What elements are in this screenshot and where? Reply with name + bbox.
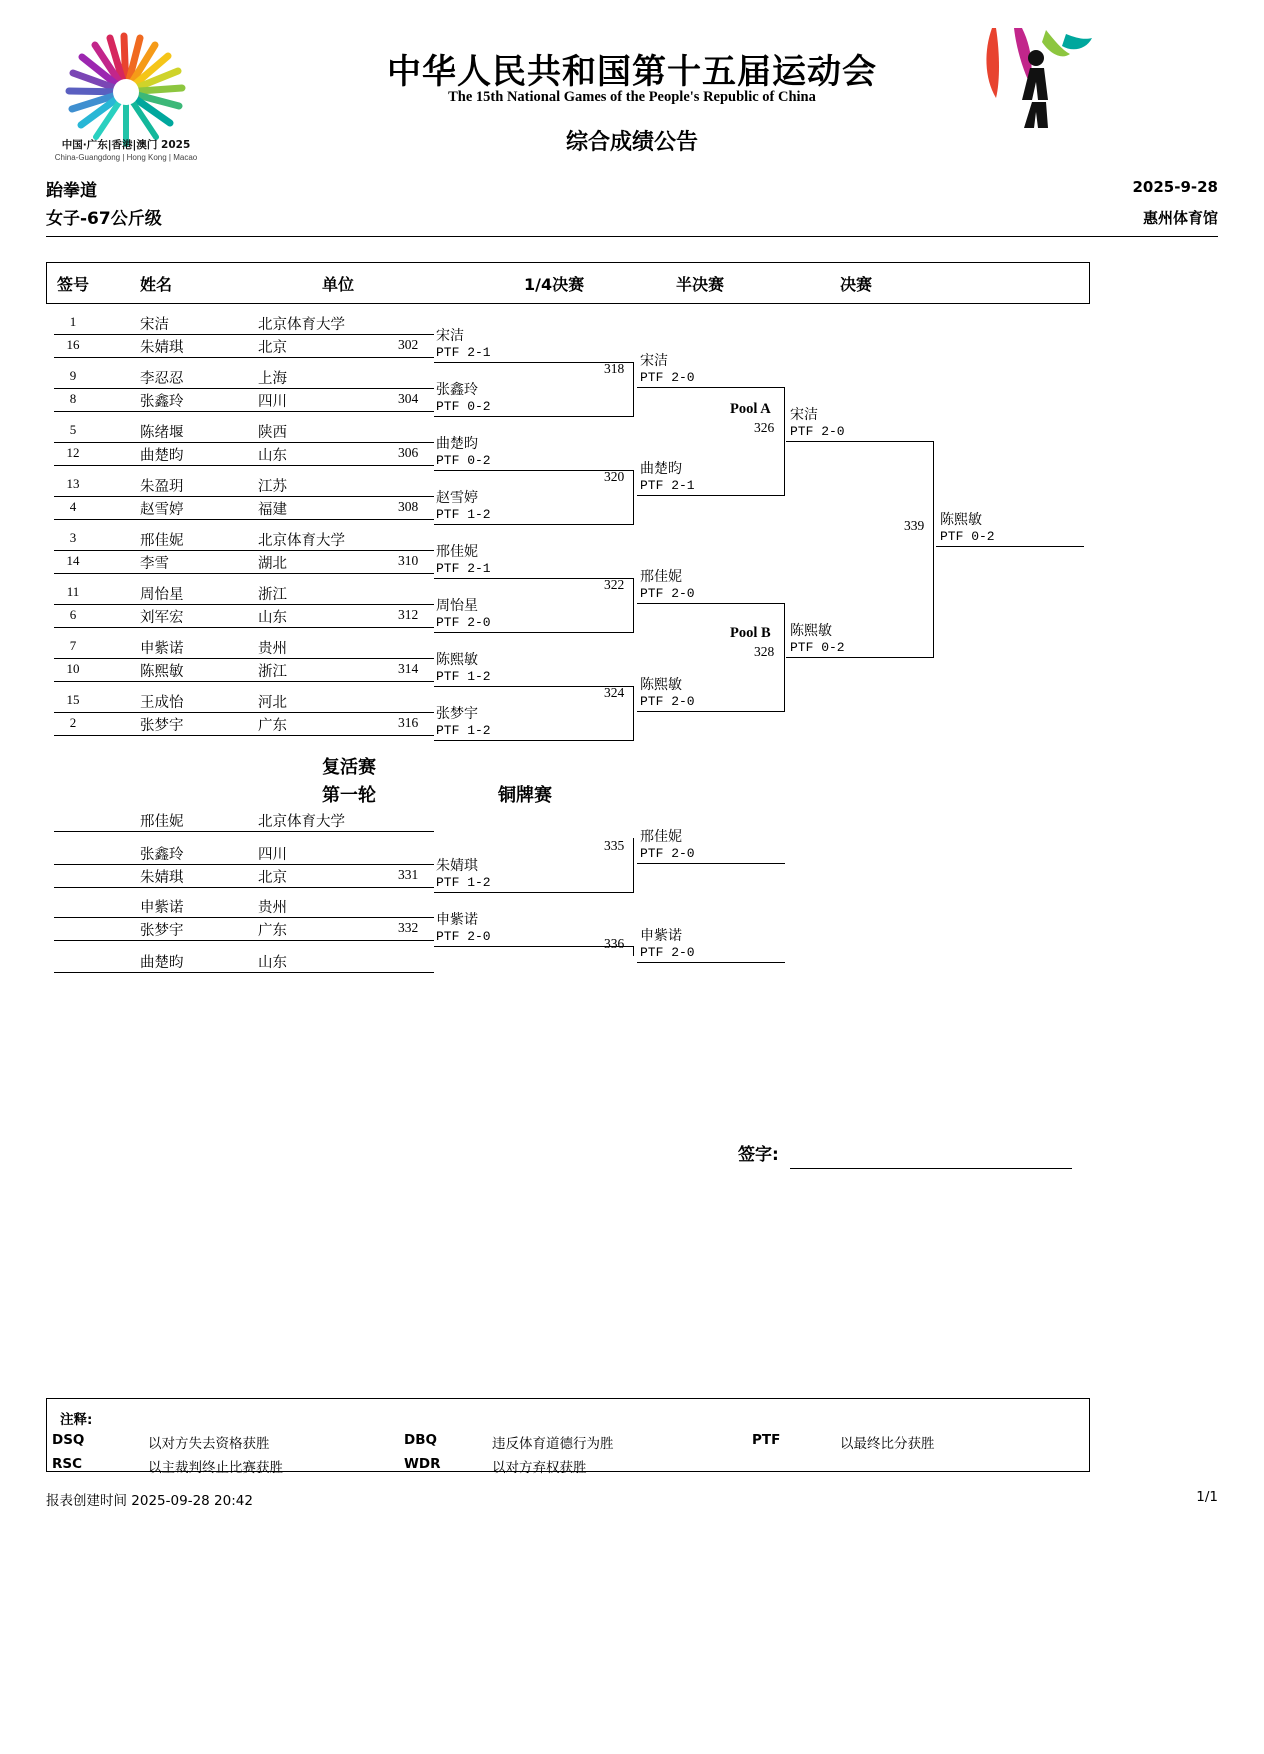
bracket-connector bbox=[633, 578, 634, 633]
match-number: 320 bbox=[604, 469, 625, 484]
athlete-name: 张梦宇 bbox=[140, 923, 184, 939]
final-score: PTF 0-2 bbox=[940, 529, 995, 544]
match-winner: 陈熙敏 bbox=[436, 652, 478, 668]
match-winner: 周怡星 bbox=[436, 598, 478, 614]
svg-text:China-Guangdong | Hong Kong |: China-Guangdong | Hong Kong | Macao bbox=[54, 153, 198, 162]
match-number: 326 bbox=[754, 420, 775, 435]
note-code: PTF bbox=[752, 1432, 781, 1448]
match-number: 310 bbox=[398, 553, 419, 568]
athlete-name: 张鑫玲 bbox=[140, 394, 184, 410]
match-winner: 邢佳妮 bbox=[640, 829, 682, 845]
match-score: PTF 2-0 bbox=[640, 586, 695, 601]
match-number: 324 bbox=[604, 685, 625, 700]
seed-number: 8 bbox=[69, 391, 77, 406]
athlete-name: 王成怡 bbox=[140, 695, 184, 711]
athlete-name: 朱婧琪 bbox=[140, 870, 184, 886]
pool-label-a: Pool A bbox=[730, 401, 771, 417]
match-winner: 张鑫玲 bbox=[436, 382, 478, 398]
event-label: 女子-67公斤级 bbox=[46, 209, 162, 229]
athlete-unit: 江苏 bbox=[258, 479, 287, 495]
bronze-match-label: 铜牌赛 bbox=[498, 785, 552, 806]
athlete-name: 张梦宇 bbox=[140, 718, 184, 734]
bracket-line bbox=[637, 603, 785, 604]
bracket-connector bbox=[633, 362, 634, 417]
bracket-line bbox=[637, 495, 785, 496]
row-underline bbox=[54, 442, 434, 443]
athlete-unit: 浙江 bbox=[258, 587, 287, 603]
bracket-line bbox=[637, 962, 785, 963]
bracket-connector bbox=[933, 441, 934, 658]
athlete-unit: 河北 bbox=[258, 695, 287, 711]
athlete-unit: 北京体育大学 bbox=[258, 317, 345, 333]
bracket-line bbox=[637, 387, 785, 388]
row-underline bbox=[54, 519, 434, 520]
athlete-unit: 四川 bbox=[258, 394, 287, 410]
row-underline bbox=[54, 627, 434, 628]
final-winner: 陈熙敏 bbox=[940, 512, 982, 528]
match-score: PTF 1-2 bbox=[436, 507, 491, 522]
seed-number: 1 bbox=[69, 314, 77, 329]
signature-line bbox=[790, 1168, 1072, 1169]
row-underline bbox=[54, 658, 434, 659]
match-winner: 曲楚昀 bbox=[640, 461, 682, 477]
match-score: PTF 1-2 bbox=[436, 875, 491, 890]
bracket-connector bbox=[633, 470, 634, 525]
seed-number: 11 bbox=[66, 584, 80, 599]
bracket-line bbox=[434, 416, 634, 417]
athlete-unit: 福建 bbox=[258, 502, 287, 518]
row-underline bbox=[54, 681, 434, 682]
note-code: DBQ bbox=[404, 1432, 437, 1448]
athlete-unit: 广东 bbox=[258, 718, 287, 734]
signature-label: 签字: bbox=[738, 1145, 779, 1165]
seed-number: 5 bbox=[69, 422, 77, 437]
match-number: 318 bbox=[604, 361, 625, 376]
notes-title: 注释: bbox=[60, 1412, 93, 1428]
match-number: 312 bbox=[398, 607, 419, 622]
match-number: 332 bbox=[398, 920, 419, 935]
match-winner: 宋洁 bbox=[640, 353, 668, 369]
bracket-line bbox=[936, 546, 1084, 547]
match-score: PTF 2-0 bbox=[640, 694, 695, 709]
match-score: PTF 0-2 bbox=[436, 399, 491, 414]
row-underline bbox=[54, 972, 434, 973]
repechage-round1-label: 第一轮 bbox=[322, 785, 376, 806]
header-divider bbox=[46, 236, 1218, 237]
note-text: 以最终比分获胜 bbox=[840, 1436, 935, 1452]
row-underline bbox=[54, 573, 434, 574]
match-winner: 邢佳妮 bbox=[436, 544, 478, 560]
match-number: 302 bbox=[398, 337, 419, 352]
page-number: 1/1 bbox=[1196, 1489, 1218, 1505]
note-code: DSQ bbox=[52, 1432, 85, 1448]
seed-number: 4 bbox=[69, 499, 77, 514]
row-underline bbox=[54, 940, 434, 941]
row-underline bbox=[54, 550, 434, 551]
athlete-name: 曲楚昀 bbox=[140, 955, 184, 971]
match-number: 304 bbox=[398, 391, 419, 406]
athlete-name: 朱婧琪 bbox=[140, 340, 184, 356]
row-underline bbox=[54, 334, 434, 335]
match-number: 339 bbox=[904, 518, 925, 533]
date-label: 2025-9-28 bbox=[1132, 178, 1218, 196]
athlete-unit: 北京体育大学 bbox=[258, 533, 345, 549]
column-header-semi: 半决赛 bbox=[676, 275, 725, 294]
seed-number: 6 bbox=[69, 607, 77, 622]
note-text: 以主裁判终止比赛获胜 bbox=[148, 1460, 283, 1476]
match-score: PTF 1-2 bbox=[436, 723, 491, 738]
athlete-unit: 广东 bbox=[258, 923, 287, 939]
bracket-line bbox=[434, 632, 634, 633]
note-text: 以对方失去资格获胜 bbox=[148, 1436, 270, 1452]
seed-number: 2 bbox=[69, 715, 77, 730]
athlete-unit: 贵州 bbox=[258, 900, 287, 916]
athlete-name: 陈绪堰 bbox=[140, 425, 184, 441]
row-underline bbox=[54, 712, 434, 713]
match-winner: 陈熙敏 bbox=[790, 623, 832, 639]
athlete-unit: 浙江 bbox=[258, 664, 287, 680]
bracket-connector bbox=[633, 686, 634, 741]
athlete-unit: 上海 bbox=[258, 371, 287, 387]
seed-number: 10 bbox=[66, 661, 80, 676]
match-score: PTF 2-0 bbox=[436, 929, 491, 944]
athlete-name: 申紫诺 bbox=[140, 900, 184, 916]
bracket-connector bbox=[784, 387, 785, 496]
match-winner: 曲楚昀 bbox=[436, 436, 478, 452]
row-underline bbox=[54, 465, 434, 466]
match-number: 328 bbox=[754, 644, 775, 659]
match-score: PTF 2-0 bbox=[790, 424, 845, 439]
row-underline bbox=[54, 388, 434, 389]
match-winner: 陈熙敏 bbox=[640, 677, 682, 693]
match-winner: 张梦宇 bbox=[436, 706, 478, 722]
athlete-name: 朱盈玥 bbox=[140, 479, 184, 495]
athlete-unit: 湖北 bbox=[258, 556, 287, 572]
seed-number: 9 bbox=[69, 368, 77, 383]
note-text: 以对方弃权获胜 bbox=[492, 1460, 587, 1476]
bracket-connector bbox=[784, 603, 785, 712]
row-underline bbox=[54, 917, 434, 918]
match-number: 306 bbox=[398, 445, 419, 460]
page-title-en: The 15th National Games of the People's Republic of China bbox=[448, 89, 816, 105]
athlete-name: 曲楚昀 bbox=[140, 448, 184, 464]
athlete-unit: 贵州 bbox=[258, 641, 287, 657]
athlete-name: 陈熙敏 bbox=[140, 664, 184, 680]
seed-number: 7 bbox=[69, 638, 77, 653]
athlete-unit: 山东 bbox=[258, 448, 287, 464]
seed-number: 13 bbox=[66, 476, 80, 491]
athlete-name: 邢佳妮 bbox=[140, 814, 184, 830]
seed-number: 12 bbox=[66, 445, 80, 460]
bracket-connector bbox=[633, 946, 634, 956]
svg-text:中国·广东|香港|澳门 2025: 中国·广东|香港|澳门 2025 bbox=[61, 139, 191, 151]
match-number: 331 bbox=[398, 867, 419, 882]
bracket-line bbox=[637, 711, 785, 712]
athlete-unit: 山东 bbox=[258, 610, 287, 626]
page-header bbox=[0, 0, 1264, 180]
athlete-unit: 四川 bbox=[258, 847, 287, 863]
athlete-name: 刘军宏 bbox=[140, 610, 184, 626]
match-score: PTF 1-2 bbox=[436, 669, 491, 684]
note-code: RSC bbox=[52, 1456, 83, 1472]
match-score: PTF 0-2 bbox=[790, 640, 845, 655]
column-header-name: 姓名 bbox=[140, 275, 173, 294]
match-number: 322 bbox=[604, 577, 625, 592]
page-subtitle: 综合成绩公告 bbox=[565, 130, 698, 155]
athlete-name: 周怡星 bbox=[140, 587, 184, 603]
match-score: PTF 2-0 bbox=[640, 945, 695, 960]
match-winner: 宋洁 bbox=[436, 328, 464, 344]
athlete-unit: 山东 bbox=[258, 955, 287, 971]
row-underline bbox=[54, 496, 434, 497]
row-underline bbox=[54, 604, 434, 605]
bracket-connector bbox=[633, 838, 634, 893]
report-created-time: 报表创建时间 2025-09-28 20:42 bbox=[46, 1493, 253, 1509]
match-winner: 邢佳妮 bbox=[640, 569, 682, 585]
seed-number: 16 bbox=[66, 337, 80, 352]
pool-label-b: Pool B bbox=[730, 625, 771, 641]
column-header-unit: 单位 bbox=[322, 275, 355, 294]
match-number: 316 bbox=[398, 715, 419, 730]
match-score: PTF 2-0 bbox=[436, 615, 491, 630]
row-underline bbox=[54, 735, 434, 736]
athlete-name: 赵雪婷 bbox=[140, 502, 184, 518]
athlete-name: 李忍忍 bbox=[140, 371, 184, 387]
bracket-line bbox=[637, 863, 785, 864]
bracket-line bbox=[434, 740, 634, 741]
match-winner: 赵雪婷 bbox=[436, 490, 478, 506]
column-header-quarter: 1/4决赛 bbox=[524, 275, 585, 294]
athlete-unit: 北京 bbox=[258, 870, 287, 886]
bracket-line bbox=[786, 441, 934, 442]
match-score: PTF 0-2 bbox=[436, 453, 491, 468]
match-score: PTF 2-1 bbox=[436, 345, 491, 360]
column-header-seed: 签号 bbox=[57, 275, 90, 294]
match-number: 308 bbox=[398, 499, 419, 514]
match-number: 336 bbox=[604, 936, 625, 951]
athlete-name: 宋洁 bbox=[140, 317, 169, 333]
athlete-name: 李雪 bbox=[140, 556, 169, 572]
match-number: 314 bbox=[398, 661, 419, 676]
match-score: PTF 2-1 bbox=[436, 561, 491, 576]
page-title: 中华人民共和国第十五届运动会 bbox=[387, 52, 877, 92]
match-score: PTF 2-1 bbox=[640, 478, 695, 493]
seed-number: 15 bbox=[66, 692, 80, 707]
match-number: 335 bbox=[604, 838, 625, 853]
row-underline bbox=[54, 411, 434, 412]
match-score: PTF 2-0 bbox=[640, 370, 695, 385]
column-header-final: 决赛 bbox=[840, 275, 873, 294]
athlete-unit: 北京体育大学 bbox=[258, 814, 345, 830]
sport-label: 跆拳道 bbox=[46, 181, 97, 201]
note-text: 违反体育道德行为胜 bbox=[492, 1436, 614, 1452]
row-underline bbox=[54, 864, 434, 865]
bracket-line bbox=[434, 524, 634, 525]
seed-number: 3 bbox=[69, 530, 77, 545]
match-winner: 申紫诺 bbox=[436, 912, 478, 928]
athlete-unit: 北京 bbox=[258, 340, 287, 356]
repechage-title: 复活赛 bbox=[322, 757, 376, 778]
match-winner: 朱婧琪 bbox=[436, 858, 478, 874]
match-score: PTF 2-0 bbox=[640, 846, 695, 861]
note-code: WDR bbox=[404, 1456, 441, 1472]
athlete-unit: 陕西 bbox=[258, 425, 287, 441]
match-winner: 宋洁 bbox=[790, 407, 818, 423]
row-underline bbox=[54, 887, 434, 888]
match-winner: 申紫诺 bbox=[640, 928, 682, 944]
bracket-line bbox=[786, 657, 934, 658]
athlete-name: 邢佳妮 bbox=[140, 533, 184, 549]
athlete-name: 张鑫玲 bbox=[140, 847, 184, 863]
row-underline bbox=[54, 831, 434, 832]
row-underline bbox=[54, 357, 434, 358]
athlete-name: 申紫诺 bbox=[140, 641, 184, 657]
seed-number: 14 bbox=[66, 553, 80, 568]
venue-label: 惠州体育馆 bbox=[1142, 209, 1218, 227]
bracket-line bbox=[434, 892, 634, 893]
